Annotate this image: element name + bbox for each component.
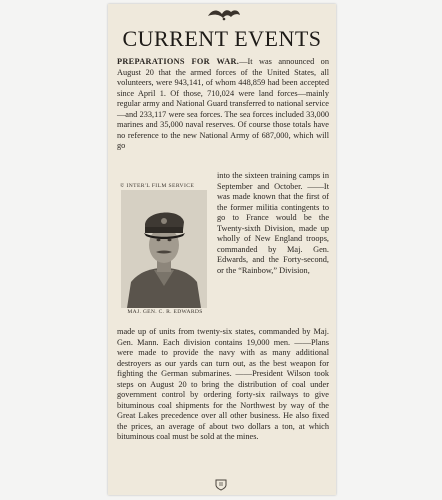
portrait-photo (121, 190, 207, 308)
ornament-icon (206, 7, 242, 21)
side-column-text: into the sixteen training camps in September and October. ——It was made known that the first of the former militia contingents to go to France would be the Twenty-sixth Division, made up wholly of New England troops, commanded by Maj. Gen. Edwards, and the Forty-second, or the “Rainbow,” Division, (217, 171, 329, 275)
newspaper-clipping (108, 4, 336, 495)
page-title: CURRENT EVENTS (122, 26, 322, 51)
intro-text: —It was announced on August 20 that the armed forces of the United States, all volunteers, were 943,141, of whom 448,859 had been accepted since April 1. Of those, 710,024 were land forces—mainly regular army and National Guard transferred to national service—and 233,117 were sea forces. The sea forces included 33,000 marines and 35,000 naval reserves. Of course those totals have no reference to the new National Army of 687,000, which will go (117, 57, 329, 150)
seal-icon (214, 479, 228, 491)
intro-paragraph (117, 57, 329, 152)
photo-credit: © INTER'L FILM SERVICE (120, 183, 195, 189)
lead-heading: PREPARATIONS FOR WAR. (117, 57, 240, 66)
bottom-paragraph: made up of units from twenty-six states, commanded by Maj. Gen. Mann. Each division contains 19,000 men. ——Plans were made to provide the navy with as many additional destroyers as our yards can turn out, as the best weapon for fighting the German submarines. ——President Wilson took steps on August 20 to bring the distribution of coal under government control by ordering forty-six railways to give bituminous coal shipments for the Northwest by way of the Great Lakes precedence over all other business. He also fixed the prices, an average of about two dollars a ton, at which bituminous coal must be sold at the mines. (117, 327, 329, 441)
photo-caption: MAJ. GEN. C. R. EDWARDS (127, 309, 203, 315)
